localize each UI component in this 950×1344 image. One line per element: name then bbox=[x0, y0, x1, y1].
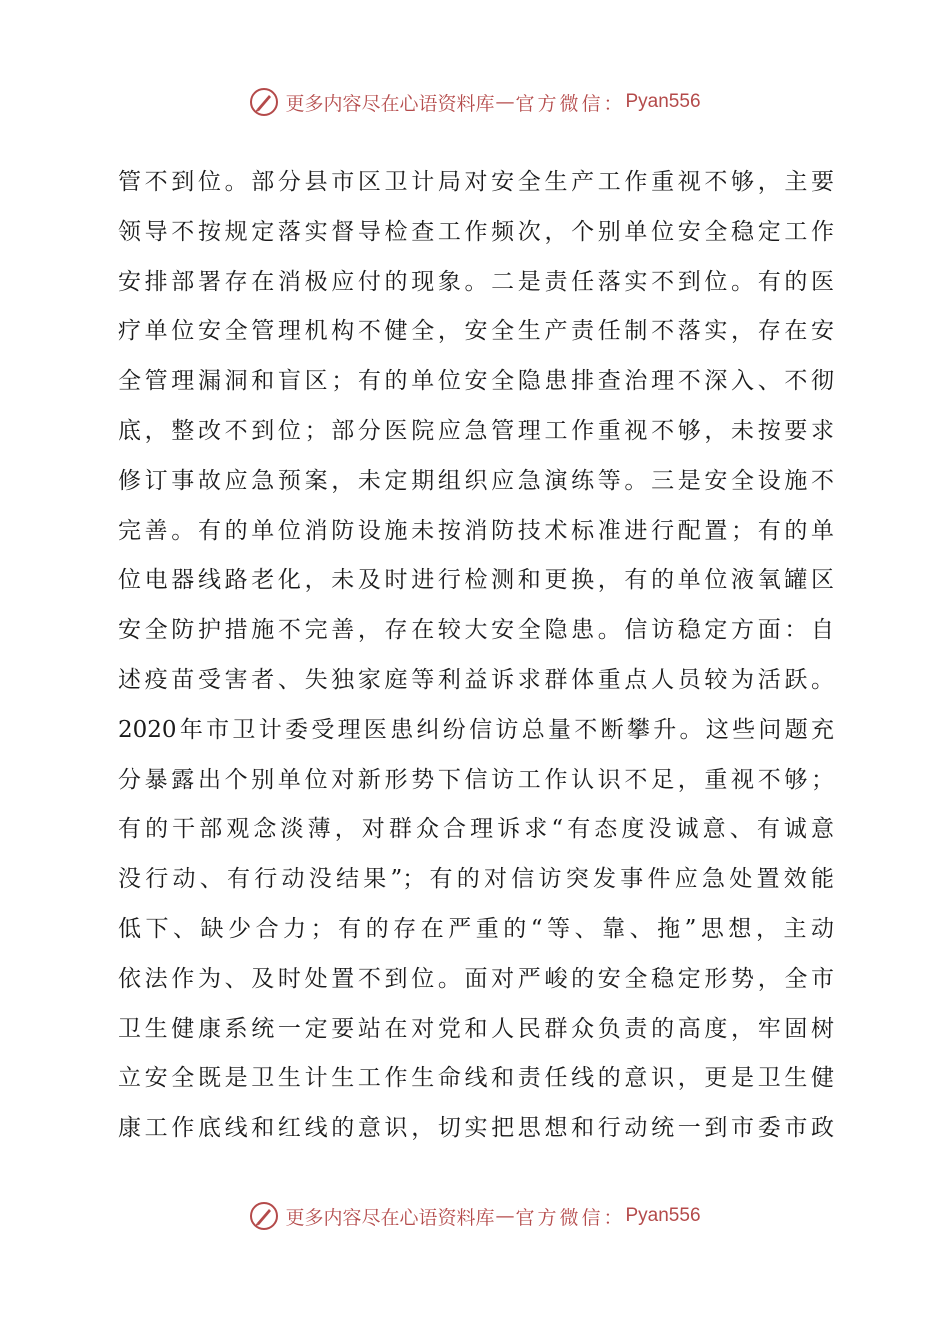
body-line: 2020年市卫计委受理医患纠纷信访总量不断攀升。这些问题充 bbox=[118, 716, 834, 743]
body-line: 安排部署存在消极应付的现象。二是责任落实不到位。有的医 bbox=[118, 268, 834, 295]
body-line: 全管理漏洞和盲区；有的单位安全隐患排查治理不深入、不彻 bbox=[118, 368, 834, 395]
banner-brand-text: 更多内容尽在心语资料库 bbox=[285, 1206, 495, 1229]
body-line: 立安全既是卫生计生工作生命线和责任线的意识，更是卫生健 bbox=[118, 1065, 834, 1092]
body-line: 述疫苗受害者、失独家庭等利益诉求群体重点人员较为活跃。 bbox=[118, 666, 834, 693]
body-line: 领导不按规定落实督导检查工作频次，个别单位安全稳定工作 bbox=[118, 218, 834, 245]
banner-wechat-label: 官方微信： bbox=[515, 1206, 626, 1229]
body-line: 管不到位。部分县市区卫计局对安全生产工作重视不够，主要 bbox=[118, 169, 834, 195]
banner-wechat-label: 官方微信： bbox=[515, 92, 626, 115]
document-body bbox=[118, 158, 834, 1154]
footer-watermark-banner bbox=[0, 1196, 950, 1236]
quill-logo-icon bbox=[249, 1201, 279, 1231]
banner-wechat-account: Pyan556 bbox=[625, 1205, 701, 1226]
body-line: 康工作底线和红线的意识，切实把思想和行动统一到市委市政 bbox=[118, 1115, 834, 1142]
banner-dash: — bbox=[495, 1205, 515, 1227]
quill-logo-icon bbox=[249, 87, 279, 117]
body-line: 完善。有的单位消防设施未按消防技术标准进行配置；有的单 bbox=[118, 517, 834, 544]
body-line: 分暴露出个别单位对新形势下信访工作认识不足，重视不够； bbox=[118, 766, 834, 793]
body-line: 依法作为、及时处置不到位。面对严峻的安全稳定形势，全市 bbox=[118, 965, 834, 992]
header-watermark-banner bbox=[0, 82, 950, 122]
body-line: 安全防护措施不完善，存在较大安全隐患。信访稳定方面：自 bbox=[118, 617, 834, 644]
body-line: 卫生健康系统一定要站在对党和人民群众负责的高度，牢固树 bbox=[118, 1015, 834, 1042]
banner-dash: — bbox=[495, 91, 515, 113]
body-line: 位电器线路老化，未及时进行检测和更换，有的单位液氧罐区 bbox=[118, 567, 834, 594]
body-line: 低下、缺少合力；有的存在严重的“等、靠、拖”思想，主动 bbox=[118, 915, 834, 942]
banner-brand-text: 更多内容尽在心语资料库 bbox=[285, 92, 495, 115]
body-line: 有的干部观念淡薄，对群众合理诉求“有态度没诚意、有诚意 bbox=[118, 816, 834, 843]
banner-wechat-account: Pyan556 bbox=[625, 91, 701, 112]
body-line: 疗单位安全管理机构不健全，安全生产责任制不落实，存在安 bbox=[118, 318, 834, 345]
body-line: 没行动、有行动没结果”；有的对信访突发事件应急处置效能 bbox=[118, 866, 834, 893]
body-line: 修订事故应急预案，未定期组织应急演练等。三是安全设施不 bbox=[118, 467, 834, 494]
body-line: 底，整改不到位；部分医院应急管理工作重视不够，未按要求 bbox=[118, 417, 834, 444]
